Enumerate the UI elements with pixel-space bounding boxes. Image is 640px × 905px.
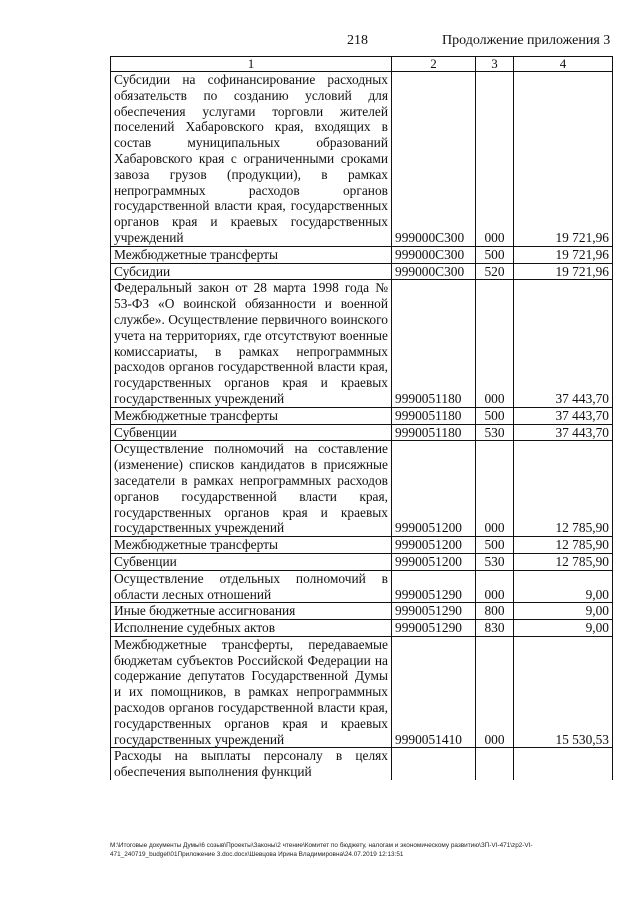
table-row	[111, 72, 613, 247]
table-row	[111, 246, 613, 263]
row-name: Осуществление отдельных полномочий в области лесных отношений	[111, 570, 392, 603]
row-code: 9990051410	[392, 636, 476, 748]
row-code: 9990051200	[392, 553, 476, 570]
row-code: 9990051290	[392, 603, 476, 620]
row-type	[476, 748, 514, 780]
row-name: Субвенции	[111, 424, 392, 441]
file-path-footer: M:\Итоговые документы Думы\6 созыв\Проекты\Законы\2 чтение\Комитет по бюджету, налогам и экономическому развитию\ЗП-VI-471\zp2-VI-471_240719_budget\01Приложение 3.doc.docx\Шевцова Ирина Владимировна\24.07.2019 12:13:51	[110, 842, 533, 858]
column-header-code: 2	[392, 57, 476, 72]
table-row	[111, 537, 613, 554]
row-type: 500	[476, 407, 514, 424]
row-sum: 12 785,90	[514, 441, 613, 537]
row-sum: 12 785,90	[514, 553, 613, 570]
row-name: Межбюджетные трансферты	[111, 407, 392, 424]
column-header-type: 3	[476, 57, 514, 72]
row-name: Осуществление полномочий на составление (изменение) списков кандидатов в присяжные заседатели в рамках непрограммных расходов органов государственной власти края, государственных органов края и краевых государственных учреждений	[111, 441, 392, 537]
table-row	[111, 263, 613, 280]
row-type: 830	[476, 620, 514, 637]
row-name: Субсидии на софинансирование расходных обязательств по созданию условий для обеспечения услугами торговли жителей поселений Хабаровского края, входящих в состав муниципальных образований Хабаровского края с ограниченными сроками завоза грузов (продукции), в рамках непрограммных расходов органов государственной власти края, государственных органов края и краевых государственных учреждений	[111, 72, 392, 247]
table-row	[111, 620, 613, 637]
row-name: Субвенции	[111, 553, 392, 570]
row-code: 9990051200	[392, 537, 476, 554]
continuation-label: Продолжение приложения 3	[442, 33, 611, 48]
row-sum: 9,00	[514, 620, 613, 637]
table-row	[111, 570, 613, 603]
row-name: Исполнение судебных актов	[111, 620, 392, 637]
row-code: 9990051290	[392, 620, 476, 637]
row-type: 000	[476, 441, 514, 537]
row-type: 520	[476, 263, 514, 280]
budget-table	[110, 56, 613, 780]
row-code: 999000С300	[392, 72, 476, 247]
row-code: 9990051180	[392, 280, 476, 407]
row-type: 000	[476, 636, 514, 748]
row-sum: 37 443,70	[514, 407, 613, 424]
row-code: 9990051290	[392, 570, 476, 603]
row-code: 9990051180	[392, 424, 476, 441]
row-sum: 19 721,96	[514, 246, 613, 263]
row-code: 9990051180	[392, 407, 476, 424]
row-type: 500	[476, 246, 514, 263]
table-header-row	[111, 57, 613, 72]
row-sum	[514, 748, 613, 780]
table-row	[111, 553, 613, 570]
row-name: Межбюджетные трансферты	[111, 537, 392, 554]
row-name: Межбюджетные трансферты	[111, 246, 392, 263]
row-code: 9990051200	[392, 441, 476, 537]
row-type: 800	[476, 603, 514, 620]
column-header-sum: 4	[514, 57, 613, 72]
table-row	[111, 424, 613, 441]
row-sum: 37 443,70	[514, 280, 613, 407]
table-row	[111, 441, 613, 537]
row-sum: 15 530,53	[514, 636, 613, 748]
row-name: Субсидии	[111, 263, 392, 280]
table-row	[111, 748, 613, 780]
table-row	[111, 280, 613, 407]
row-type: 530	[476, 424, 514, 441]
row-type: 530	[476, 553, 514, 570]
row-code: 999000С300	[392, 246, 476, 263]
row-name: Федеральный закон от 28 марта 1998 года № 53-ФЗ «О воинской обязанности и военной службе». Осуществление первичного воинского учета на территориях, где отсутствуют военные комиссариаты, в рамках непрограммных расходов органов государственной власти края, государственных органов края и краевых государственных учреждений	[111, 280, 392, 407]
row-type: 000	[476, 72, 514, 247]
table-row	[111, 407, 613, 424]
page-number: 218	[347, 33, 368, 48]
row-name: Расходы на выплаты персоналу в целях обеспечения выполнения функций	[111, 748, 392, 780]
row-sum: 19 721,96	[514, 72, 613, 247]
column-header-name: 1	[111, 57, 392, 72]
row-name: Иные бюджетные ассигнования	[111, 603, 392, 620]
row-sum: 9,00	[514, 570, 613, 603]
table-row	[111, 603, 613, 620]
row-sum: 37 443,70	[514, 424, 613, 441]
row-type: 000	[476, 280, 514, 407]
row-sum: 9,00	[514, 603, 613, 620]
row-name: Межбюджетные трансферты, передаваемые бюджетам субъектов Российской Федерации на содержание депутатов Государственной Думы и их помощников, в рамках непрограммных расходов органов государственной власти края, государственных органов края и краевых государственных учреждений	[111, 636, 392, 748]
row-code: 999000С300	[392, 263, 476, 280]
row-sum: 12 785,90	[514, 537, 613, 554]
row-code	[392, 748, 476, 780]
row-type: 000	[476, 570, 514, 603]
table-row	[111, 636, 613, 748]
row-sum: 19 721,96	[514, 263, 613, 280]
row-type: 500	[476, 537, 514, 554]
